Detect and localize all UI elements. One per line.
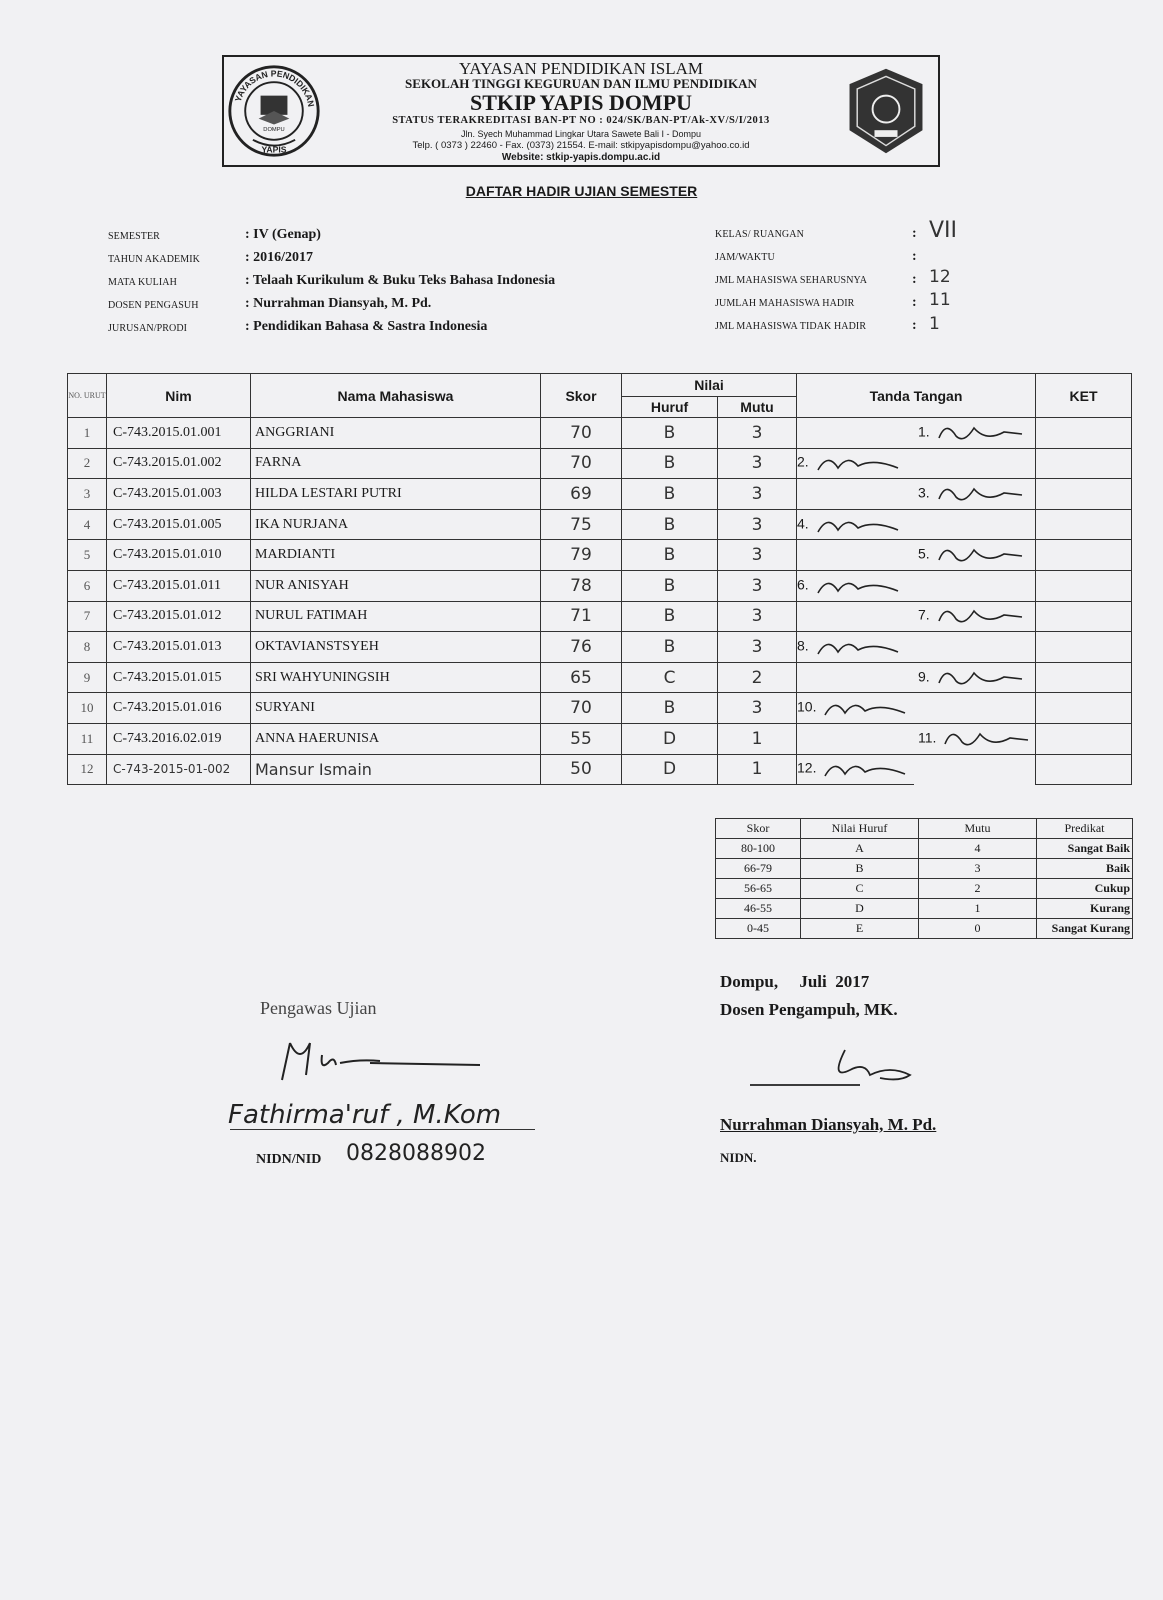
legend-predikat: Baik bbox=[1037, 859, 1133, 879]
cell-signature-right bbox=[914, 662, 1036, 693]
cell-nama: ANGGRIANI bbox=[251, 418, 541, 449]
legend-header-skor: Skor bbox=[716, 819, 801, 839]
student-signature-icon bbox=[813, 450, 903, 476]
letterhead bbox=[222, 55, 940, 167]
logo-arc-text: YAYASAN PENDIDIKAN bbox=[232, 68, 317, 108]
legend-skor: 66-79 bbox=[716, 859, 801, 879]
cell-nim: C-743.2015.01.015 bbox=[107, 662, 251, 693]
stkip-emblem-icon bbox=[838, 63, 934, 159]
cell-signature-right bbox=[914, 693, 1036, 724]
cell-signature-left bbox=[797, 693, 915, 724]
label-kelas: KELAS/ RUANGAN bbox=[715, 229, 804, 240]
cell-signature-right bbox=[914, 448, 1036, 479]
cell-nama: MARDIANTI bbox=[251, 540, 541, 571]
table-row bbox=[68, 540, 1132, 571]
cell-nim: C-743.2015.01.003 bbox=[107, 479, 251, 510]
cell-no: 3 bbox=[68, 479, 107, 510]
value-jurusan: : Pendidikan Bahasa & Sastra Indonesia bbox=[245, 319, 488, 334]
student-signature-icon bbox=[813, 512, 903, 538]
cell-skor: 70 bbox=[541, 418, 622, 449]
cell-ket bbox=[1036, 693, 1132, 724]
signature-number: 8. bbox=[797, 637, 809, 654]
cell-nama: NURUL FATIMAH bbox=[251, 601, 541, 632]
legend-rows bbox=[716, 839, 1133, 939]
supervisor-nidn-label: NIDN/NID bbox=[256, 1152, 322, 1167]
cell-skor: 65 bbox=[541, 662, 622, 693]
cell-no: 7 bbox=[68, 601, 107, 632]
cell-mutu: 3 bbox=[718, 693, 797, 724]
value-jml-seharusnya: 12 bbox=[929, 267, 951, 287]
legend-mutu: 4 bbox=[919, 839, 1037, 859]
header-nim: Nim bbox=[107, 374, 251, 418]
signature-number: 12. bbox=[797, 760, 817, 776]
label-dosen: DOSEN PENGASUH bbox=[108, 300, 199, 311]
signature-number: 4. bbox=[797, 515, 809, 532]
cell-ket bbox=[1036, 570, 1132, 601]
cell-mutu: 2 bbox=[718, 662, 797, 693]
cell-mutu: 3 bbox=[718, 540, 797, 571]
header-ket: KET bbox=[1036, 374, 1132, 418]
table-row bbox=[68, 754, 1132, 785]
cell-nim: C-743.2015.01.011 bbox=[107, 570, 251, 601]
cell-skor: 50 bbox=[541, 754, 622, 785]
value-semester: : IV (Genap) bbox=[245, 227, 321, 242]
cell-skor: 55 bbox=[541, 723, 622, 754]
cell-mutu: 3 bbox=[718, 601, 797, 632]
cell-signature-left bbox=[797, 448, 915, 479]
cell-mutu: 3 bbox=[718, 570, 797, 601]
cell-skor: 71 bbox=[541, 601, 622, 632]
student-signature-icon bbox=[934, 420, 1024, 446]
table-row bbox=[68, 693, 1132, 724]
logo-bottom-text: YAPIS bbox=[261, 144, 287, 155]
value-dosen: : Nurrahman Diansyah, M. Pd. bbox=[245, 296, 432, 311]
signature-number: 6. bbox=[797, 576, 809, 593]
legend-skor: 46-55 bbox=[716, 899, 801, 919]
cell-nim: C-743.2015.01.005 bbox=[107, 509, 251, 540]
cell-huruf: B bbox=[622, 509, 718, 540]
cell-nim: C-743.2015.01.016 bbox=[107, 693, 251, 724]
cell-nama: SURYANI bbox=[251, 693, 541, 724]
cell-signature-left bbox=[797, 662, 915, 693]
legend-mutu: 0 bbox=[919, 919, 1037, 939]
label-jml-hadir: JUMLAH MAHASISWA HADIR bbox=[715, 298, 855, 309]
cell-nim: C-743.2015.01.002 bbox=[107, 448, 251, 479]
cell-mutu: 3 bbox=[718, 509, 797, 540]
cell-mutu: 3 bbox=[718, 448, 797, 479]
cell-huruf: B bbox=[622, 601, 718, 632]
header-mutu: Mutu bbox=[718, 397, 797, 418]
cell-signature-right bbox=[914, 540, 1036, 571]
legend-header-mutu: Mutu bbox=[919, 819, 1037, 839]
cell-huruf: B bbox=[622, 448, 718, 479]
cell-nama: IKA NURJANA bbox=[251, 509, 541, 540]
cell-skor: 79 bbox=[541, 540, 622, 571]
student-signature-icon bbox=[813, 573, 903, 599]
cell-mutu: 3 bbox=[718, 418, 797, 449]
cell-huruf: B bbox=[622, 418, 718, 449]
legend-huruf: A bbox=[801, 839, 919, 859]
cell-signature-left bbox=[797, 418, 915, 449]
legend-huruf: D bbox=[801, 899, 919, 919]
cell-ket bbox=[1036, 509, 1132, 540]
lh-name: STKIP YAPIS DOMPU bbox=[469, 90, 693, 115]
header-tanda-tangan: Tanda Tangan bbox=[797, 374, 1036, 418]
legend-mutu: 2 bbox=[919, 879, 1037, 899]
cell-skor: 78 bbox=[541, 570, 622, 601]
cell-signature-left bbox=[797, 540, 915, 571]
cell-ket bbox=[1036, 662, 1132, 693]
signature-number: 11. bbox=[918, 729, 937, 746]
legend-predikat: Kurang bbox=[1037, 899, 1133, 919]
cell-nim: C-743.2015.01.013 bbox=[107, 632, 251, 663]
header-huruf: Huruf bbox=[622, 397, 718, 418]
cell-skor: 76 bbox=[541, 632, 622, 663]
cell-ket bbox=[1036, 723, 1132, 754]
signature-number: 3. bbox=[918, 484, 930, 501]
cell-skor: 69 bbox=[541, 479, 622, 510]
cell-nama: SRI WAHYUNINGSIH bbox=[251, 662, 541, 693]
table-row bbox=[68, 662, 1132, 693]
legend-huruf: E bbox=[801, 919, 919, 939]
student-signature-icon bbox=[940, 726, 1030, 752]
cell-nim: C-743.2015.01.001 bbox=[107, 418, 251, 449]
cell-no: 1 bbox=[68, 418, 107, 449]
logo-inner-text: DOMPU bbox=[263, 127, 285, 134]
cell-no: 6 bbox=[68, 570, 107, 601]
legend-skor: 80-100 bbox=[716, 839, 801, 859]
cell-nama: ANNA HAERUNISA bbox=[251, 723, 541, 754]
attendance-table bbox=[67, 373, 1132, 785]
label-tahun-akademik: TAHUN AKADEMIK bbox=[108, 254, 200, 265]
label-jam: JAM/WAKTU bbox=[715, 252, 775, 263]
value-tahun-akademik: : 2016/2017 bbox=[245, 250, 314, 265]
legend-header-predikat: Predikat bbox=[1037, 819, 1133, 839]
label-jurusan: JURUSAN/PRODI bbox=[108, 323, 188, 334]
supervisor-title: Pengawas Ujian bbox=[260, 998, 377, 1018]
cell-ket bbox=[1036, 479, 1132, 510]
cell-no: 11 bbox=[68, 723, 107, 754]
cell-ket bbox=[1036, 448, 1132, 479]
label-semester: SEMESTER bbox=[108, 231, 160, 242]
grade-legend-table bbox=[715, 818, 1133, 939]
supervisor-signature-icon bbox=[270, 1035, 490, 1090]
legend-huruf: C bbox=[801, 879, 919, 899]
cell-nama: NUR ANISYAH bbox=[251, 570, 541, 601]
cell-skor: 70 bbox=[541, 693, 622, 724]
value-mata-kuliah: : Telaah Kurikulum & Buku Teks Bahasa Indonesia bbox=[245, 273, 556, 288]
cell-huruf: B bbox=[622, 632, 718, 663]
lh-address: Jln. Syech Muhammad Lingkar Utara Sawete Bali I - Dompu bbox=[460, 129, 702, 139]
cell-nama: Mansur Ismain bbox=[251, 754, 541, 785]
cell-ket bbox=[1036, 540, 1132, 571]
cell-no: 5 bbox=[68, 540, 107, 571]
document-title: DAFTAR HADIR UJIAN SEMESTER bbox=[465, 183, 698, 199]
legend-mutu: 3 bbox=[919, 859, 1037, 879]
cell-huruf: C bbox=[622, 662, 718, 693]
cell-skor: 75 bbox=[541, 509, 622, 540]
cell-no: 4 bbox=[68, 509, 107, 540]
cell-signature-left bbox=[797, 570, 915, 601]
lh-foundation: YAYASAN PENDIDIKAN ISLAM bbox=[458, 59, 703, 78]
cell-ket bbox=[1036, 632, 1132, 663]
cell-signature-left bbox=[797, 509, 915, 540]
cell-nim: C-743-2015-01-002 bbox=[107, 754, 251, 785]
signature-number: 7. bbox=[918, 607, 930, 624]
label-mata-kuliah: MATA KULIAH bbox=[108, 277, 177, 288]
cell-nama: HILDA LESTARI PUTRI bbox=[251, 479, 541, 510]
legend-row bbox=[716, 919, 1133, 939]
cell-signature-right bbox=[914, 479, 1036, 510]
supervisor-underline bbox=[230, 1129, 535, 1130]
cell-signature-right bbox=[914, 570, 1036, 601]
header-nama: Nama Mahasiswa bbox=[251, 374, 541, 418]
lecturer-name: Nurrahman Diansyah, M. Pd. bbox=[720, 1115, 937, 1134]
lecturer-nidn-label: NIDN. bbox=[720, 1150, 757, 1165]
student-signature-icon bbox=[934, 481, 1024, 507]
cell-mutu: 3 bbox=[718, 479, 797, 510]
legend-predikat: Cukup bbox=[1037, 879, 1133, 899]
header-skor: Skor bbox=[541, 374, 622, 418]
student-signature-icon bbox=[934, 603, 1024, 629]
table-row bbox=[68, 723, 1132, 754]
label-jml-tidak-hadir: JML MAHASISWA TIDAK HADIR bbox=[715, 321, 867, 332]
cell-nim: C-743.2016.02.019 bbox=[107, 723, 251, 754]
place-date: Dompu, Juli 2017 bbox=[720, 972, 870, 991]
value-jml-hadir: 11 bbox=[929, 290, 951, 310]
legend-skor: 0-45 bbox=[716, 919, 801, 939]
lecturer-signature-icon bbox=[750, 1040, 930, 1090]
header-nilai: Nilai bbox=[622, 374, 797, 397]
legend-huruf: B bbox=[801, 859, 919, 879]
cell-huruf: B bbox=[622, 570, 718, 601]
cell-nim: C-743.2015.01.010 bbox=[107, 540, 251, 571]
cell-mutu: 1 bbox=[718, 723, 797, 754]
table-row bbox=[68, 601, 1132, 632]
signature-number: 5. bbox=[918, 545, 930, 562]
table-row bbox=[68, 570, 1132, 601]
lecturer-title: Dosen Pengampuh, MK. bbox=[720, 1000, 898, 1019]
cell-no: 8 bbox=[68, 632, 107, 663]
cell-huruf: D bbox=[622, 754, 718, 785]
cell-signature-left bbox=[797, 754, 915, 785]
cell-signature-left bbox=[797, 723, 915, 754]
legend-header-huruf: Nilai Huruf bbox=[801, 819, 919, 839]
student-signature-icon bbox=[820, 756, 910, 782]
attendance-rows bbox=[68, 418, 1132, 785]
cell-ket bbox=[1036, 418, 1132, 449]
student-signature-icon bbox=[934, 665, 1024, 691]
legend-row bbox=[716, 839, 1133, 859]
table-row bbox=[68, 479, 1132, 510]
cell-mutu: 1 bbox=[718, 754, 797, 785]
cell-mutu: 3 bbox=[718, 632, 797, 663]
table-row bbox=[68, 418, 1132, 449]
cell-ket bbox=[1036, 754, 1132, 785]
lh-website: Website: stkip-yapis.dompu.ac.id bbox=[501, 152, 661, 163]
legend-row bbox=[716, 859, 1133, 879]
cell-signature-right bbox=[914, 509, 1036, 540]
signature-number: 2. bbox=[797, 454, 809, 471]
legend-mutu: 1 bbox=[919, 899, 1037, 919]
cell-huruf: D bbox=[622, 723, 718, 754]
student-signature-icon bbox=[820, 695, 910, 721]
cell-nama: OKTAVIANSTSYEH bbox=[251, 632, 541, 663]
cell-huruf: B bbox=[622, 479, 718, 510]
value-jml-tidak-hadir: 1 bbox=[929, 314, 940, 334]
cell-signature-right bbox=[914, 418, 1036, 449]
lh-college: SEKOLAH TINGGI KEGURUAN DAN ILMU PENDIDIKAN bbox=[405, 76, 757, 91]
student-signature-icon bbox=[934, 542, 1024, 568]
label-jml-seharusnya: JML MAHASISWA SEHARUSNYA bbox=[715, 275, 868, 286]
header-no: NO. URUT bbox=[68, 374, 107, 418]
table-row bbox=[68, 509, 1132, 540]
cell-no: 10 bbox=[68, 693, 107, 724]
student-signature-icon bbox=[813, 634, 903, 660]
cell-signature-right bbox=[914, 601, 1036, 632]
cell-signature-left bbox=[797, 632, 915, 663]
legend-predikat: Sangat Kurang bbox=[1037, 919, 1133, 939]
signature-number: 9. bbox=[918, 668, 930, 685]
cell-nama: FARNA bbox=[251, 448, 541, 479]
lh-contact: Telp. ( 0373 ) 22460 - Fax. (0373) 21554. E-mail: stkipyapisdompu@yahoo.co.id bbox=[412, 140, 750, 151]
value-kelas: VII bbox=[929, 218, 958, 243]
lh-accreditation: STATUS TERAKREDITASI BAN-PT NO : 024/SK/BAN-PT/Ak-XV/S/I/2013 bbox=[392, 115, 770, 126]
cell-no: 9 bbox=[68, 662, 107, 693]
signature-number: 10. bbox=[797, 698, 817, 715]
legend-predikat: Sangat Baik bbox=[1037, 839, 1133, 859]
legend-skor: 56-65 bbox=[716, 879, 801, 899]
cell-nim: C-743.2015.01.012 bbox=[107, 601, 251, 632]
cell-signature-right bbox=[914, 632, 1036, 663]
cell-no: 2 bbox=[68, 448, 107, 479]
cell-no: 12 bbox=[68, 754, 107, 785]
table-row bbox=[68, 448, 1132, 479]
cell-signature-right bbox=[914, 723, 1036, 754]
cell-signature-left bbox=[797, 601, 915, 632]
legend-row bbox=[716, 899, 1133, 919]
table-row bbox=[68, 632, 1132, 663]
supervisor-name: Fathirma'ruf , M.Kom bbox=[228, 1100, 502, 1130]
cell-ket bbox=[1036, 601, 1132, 632]
cell-signature-right bbox=[914, 754, 1036, 785]
cell-huruf: B bbox=[622, 540, 718, 571]
supervisor-nidn: 0828088902 bbox=[346, 1141, 486, 1166]
cell-signature-left bbox=[797, 479, 915, 510]
cell-huruf: B bbox=[622, 693, 718, 724]
legend-row bbox=[716, 879, 1133, 899]
cell-skor: 70 bbox=[541, 448, 622, 479]
signature-number: 1. bbox=[918, 423, 930, 440]
